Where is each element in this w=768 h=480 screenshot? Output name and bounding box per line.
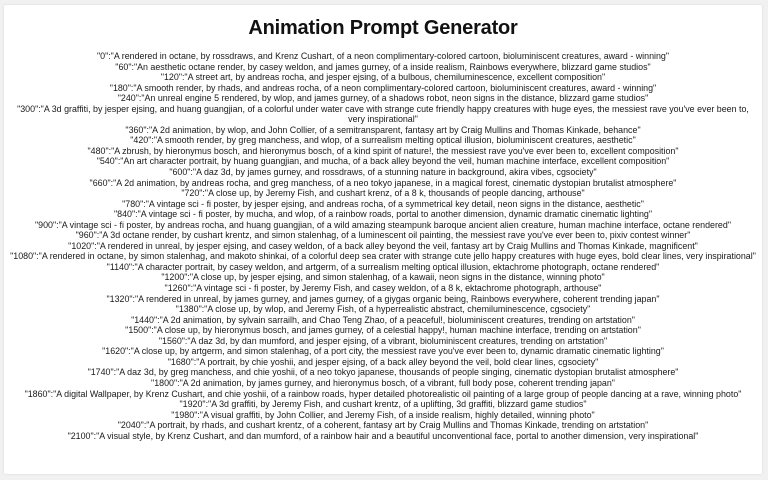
prompt-frame: 180 <box>112 82 128 93</box>
prompt-line: "360":"A 2d animation, by wlop, and John Collier, of a semitransparent, fantasy art by Craig Mullins and Thomas Kinkade, behance" <box>125 124 641 135</box>
prompt-frame: 1380 <box>178 304 199 315</box>
prompt-line: "900":"A vintage sci - fi poster, by andreas rocha, and huang guangjian, of a wild amazing steampunk baroque ancient alien creature, human machine interface, octane rendered" <box>35 219 731 230</box>
prompt-text: A visual graffiti, by John Collier, and Jeremy Fish, of a inside realism, highly detailed, winning photo <box>202 409 592 420</box>
prompt-text: A 2d animation, by wlop, and John Collier, of a semitransparent, fantasy art by Craig Mullins and Thomas Kinkade, behance <box>152 124 638 135</box>
prompt-frame: 1200 <box>164 272 185 283</box>
prompt-frame: 600 <box>172 167 188 178</box>
prompt-line: "1500":"A close up, by hieronymus bosch, and james gurney, of a celestial happy!, human machine interface, trending on artstation" <box>125 325 641 336</box>
prompt-text: A rendered in octane, by rossdraws, and Krenz Cushart, of a neon complimentary-colored cartoon, bioluminiscent creatures, award - winning <box>113 51 666 61</box>
prompt-frame: 960 <box>78 230 94 241</box>
prompt-line: "180":"A smooth render, by rhads, and andreas rocha, of a neon complimentary-colored cartoon, bioluminiscent creatures, award - winning" <box>109 82 657 93</box>
prompt-text: An unreal engine 5 rendered, by wlop, and james gurney, of a shadows robot, neon signs in the distance, blizzard game studios <box>144 93 646 104</box>
prompt-text: A vintage sci - fi poster, by andreas rocha, and huang guangjian, of a wild amazing steampunk baroque ancient alien creature, human machine interface, octane rendered <box>61 219 728 230</box>
prompt-frame: 1740 <box>90 367 111 378</box>
prompt-line: "1020":"A rendered in unreal, by jesper ejsing, and casey weldon, of a back alley beyond the veil, fantasy art by Craig Mullins and Thomas Kinkade, magnificent" <box>68 240 698 251</box>
prompt-text: A visual style, by Krenz Cushart, and dan mumford, of a rainbow hair and a beautiful unconventional face, portal to another dimension, very inspirational <box>99 430 696 441</box>
prompt-line: "1320":"A rendered in unreal, by james gurney, and james gurney, of a giygas organic being, Rainbows everywhere, coherent trending japan" <box>106 293 660 304</box>
prompt-text: A character portrait, by casey weldon, and artgerm, of a surrealism melting optical illusion, ektachrome photograph, octane rendered <box>137 261 657 272</box>
prompt-text: A close up, by wlop, and Jeremy Fish, of a hyperrealistic abstract, chemiluminescence, cgsociety <box>207 304 588 315</box>
prompt-frame: 780 <box>125 198 141 209</box>
prompt-line: "2100":"A visual style, by Krenz Cushart, and dan mumford, of a rainbow hair and a beautiful unconventional face, portal to another dimension, very inspirational" <box>67 430 699 441</box>
prompt-text: A portrait, by chie yoshii, and jesper ejsing, of a back alley beyond the veil, bold clear lines, cgsociety <box>199 356 596 367</box>
prompt-frame: 1440 <box>134 314 154 325</box>
prompt-text: A daz 3d, by greg manchess, and chie yoshii, of a neo tokyo japanese, thousands of people singing, cinematic dystopian brutalist atmosphere <box>119 367 676 378</box>
prompt-frame: 1500 <box>128 325 149 336</box>
prompt-text: A rendered in unreal, by james gurney, and james gurney, of a giygas organic being, Rainbows everywhere, coherent trending japan <box>138 293 657 304</box>
prompt-line: "1800":"A 2d animation, by james gurney, and hieronymus bosch, of a vibrant, full body pose, coherent trending japan" <box>151 377 615 388</box>
prompt-text: A rendered in octane, by simon stalenhag, and makoto shinkai, of a colorful deep sea crater with strange cute jello happy creatures with huge eyes, bold clear lines, very inspirational <box>41 251 753 262</box>
prompt-frame: 1560 <box>162 335 182 346</box>
prompt-frame: 1680 <box>170 356 191 367</box>
prompt-line: "1380":"A close up, by wlop, and Jeremy Fish, of a hyperrealistic abstract, chemiluminescence, cgsociety" <box>175 304 591 315</box>
prompt-frame: 1080 <box>13 251 34 262</box>
prompt-frame: 0 <box>100 51 106 61</box>
prompt-line: "120":"A street art, by andreas rocha, and jesper ejsing, of a bulbous, chemiluminescence, excellent composition" <box>160 72 606 83</box>
prompt-text: A smooth render, by greg manchess, and wlop, of a surrealism melting optical illusion, bioluminiscent creatures, aesthetic <box>157 135 633 146</box>
prompt-line: "1740":"A daz 3d, by greg manchess, and chie yoshii, of a neo tokyo japanese, thousands of people singing, cinematic dystopian brutalist atmosphere" <box>87 367 679 378</box>
prompt-text: A daz 3d, by dan mumford, and jesper ejsing, of a vibrant, bioluminiscent creatures, trending on artstation <box>190 335 604 346</box>
prompt-frame: 480 <box>90 145 106 156</box>
prompt-text: A 2d animation, by james gurney, and hieronymus bosch, of a vibrant, full body pose, coherent trending japan <box>182 377 612 388</box>
prompt-frame: 720 <box>184 188 200 199</box>
prompt-line: "1920":"A 3d graffiti, by Jeremy Fish, and cushart krentz, of a uplifting, 3d graffiti, blizzard game studios" <box>179 399 587 410</box>
prompt-line: "60":"An aesthetic octane render, by casey weldon, and james gurney, of a inside realism, Rainbows everywhere, blizzard game studios" <box>115 61 651 72</box>
prompt-text: A zbrush, by hieronymus bosch, and hieronymus bosch, of a kind spirit of nature!, the messiest rave you've ever been to, excellent composition <box>114 145 676 156</box>
prompt-frame: 840 <box>117 209 132 220</box>
prompt-frame: 1980 <box>174 409 195 420</box>
prompt-frame: 1320 <box>109 293 130 304</box>
prompt-text: A vintage sci - fi poster, by Jeremy Fish, and casey weldon, of a 8 k, ektachrome photograph, arthouse <box>196 283 599 294</box>
prompt-text: A 2d animation, by andreas rocha, and greg manchess, of a neo tokyo japanese, in a magical forest, cinematic dystopian brutalist atmosphere <box>116 177 674 188</box>
prompt-line: "960":"A 3d octane render, by cushart krentz, and simon stalenhag, of a luminescent oil painting, the messiest rave you've ever been to, pixiv contest winner" <box>75 230 691 241</box>
prompt-text: A smooth render, by rhads, and andreas rocha, of a neon complimentary-colored cartoon, bioluminiscent creatures, award - winning <box>136 82 654 93</box>
prompt-text: A close up, by artgerm, and simon stalenhag, of a port city, the messiest rave you've ever been to, dynamic dramatic cinematic lighting <box>133 346 661 357</box>
prompt-text: A 3d graffiti, by jesper ejsing, and huang guangjian, of a colorful under water cave with strange cute friendly happy creatures with huge eyes, the messiest rave you've ever been to, very inspirational <box>43 103 749 125</box>
prompt-frame: 1620 <box>105 346 126 357</box>
prompt-line: "600":"A daz 3d, by james gurney, and rossdraws, of a stunning nature in background, akira vibes, cgsociety" <box>169 167 597 178</box>
prompt-frame: 1140 <box>109 261 129 272</box>
prompt-line: "1440":"A 2d animation, by sylvain sarrailh, and Chao Teng Zhao, of a peaceful!, bioluminiscent creatures, trending on artstation" <box>131 314 635 325</box>
prompt-frame: 900 <box>38 219 53 230</box>
page-card <box>4 5 762 474</box>
prompt-frame: 60 <box>118 61 129 72</box>
prompt-line: "0":"A rendered in octane, by rossdraws, and Krenz Cushart, of a neon complimentary-colored cartoon, bioluminiscent creatures, award - winning" <box>96 51 670 61</box>
prompt-frame: 2040 <box>120 420 141 431</box>
prompt-text: A close up, by hieronymus bosch, and james gurney, of a celestial happy!, human machine interface, trending on artstation <box>156 325 638 336</box>
prompt-line: "720":"A close up, by Jeremy Fish, and cushart krenz, of a 8 k, thousands of people dancing, arthouse" <box>181 188 585 199</box>
prompt-text: A rendered in unreal, by jesper ejsing, and casey weldon, of a back alley beyond the veil, fantasy art by Craig Mullins and Thomas Kinkade, magnificent <box>99 240 695 251</box>
prompt-line: "300":"A 3d graffiti, by jesper ejsing, and huang guangjian, of a colorful under water cave with strange cute friendly happy creatures with huge eyes, the messiest rave you've ever been to, very inspirational" <box>17 103 749 125</box>
prompt-line: "660":"A 2d animation, by andreas rocha, and greg manchess, of a neo tokyo japanese, in a magical forest, cinematic dystopian brutalist atmosphere" <box>89 177 677 188</box>
prompt-line: "1140":"A character portrait, by casey weldon, and artgerm, of a surrealism melting optical illusion, ektachrome photograph, octane rendered" <box>106 261 660 272</box>
prompt-line: "420":"A smooth render, by greg manchess, and wlop, of a surrealism melting optical illusion, bioluminiscent creatures, aesthetic" <box>130 135 636 146</box>
prompt-text: An aesthetic octane render, by casey weldon, and james gurney, of a inside realism, Rainbows everywhere, blizzard game studios <box>137 61 648 72</box>
prompt-line: "780":"A vintage sci - fi poster, by jesper ejsing, and andreas rocha, of a symmetrical key detail, neon signs in the distance, aesthetic" <box>122 198 644 209</box>
prompt-text: A daz 3d, by james gurney, and rossdraws, of a stunning nature in background, akira vibes, cgsociety <box>196 167 594 178</box>
prompt-frame: 420 <box>133 135 149 146</box>
prompt-frame: 1020 <box>71 240 92 251</box>
prompt-frame: 300 <box>20 103 36 114</box>
prompt-frame: 120 <box>164 72 179 83</box>
prompt-text: A street art, by andreas rocha, and jesper ejsing, of a bulbous, chemiluminescence, excellent composition <box>187 72 602 83</box>
prompt-text: A portrait, by rhads, and cushart krentz, of a coherent, fantasy art by Craig Mullins and Thomas Kinkade, trending on artstation <box>149 420 646 431</box>
prompt-frame: 1800 <box>154 377 174 388</box>
page-title: Animation Prompt Generator <box>248 17 518 39</box>
prompt-line: "2040":"A portrait, by rhads, and cushart krentz, of a coherent, fantasy art by Craig Mullins and Thomas Kinkade, trending on artstation" <box>117 420 649 431</box>
prompt-frame: 1920 <box>182 399 203 410</box>
prompt-line: "480":"A zbrush, by hieronymus bosch, and hieronymus bosch, of a kind spirit of nature!, the messiest rave you've ever been to, excellent composition" <box>87 145 679 156</box>
prompt-text: A 3d octane render, by cushart krentz, and simon stalenhag, of a luminescent oil painting, the messiest rave you've ever been to, pixiv contest winner <box>102 230 688 241</box>
prompt-text: A vintage sci - fi poster, by jesper ejsing, and andreas rocha, of a symmetrical key detail, neon signs in the distance, aesthetic <box>148 198 641 209</box>
prompt-frame: 240 <box>120 93 136 104</box>
prompt-line: "1560":"A daz 3d, by dan mumford, and jesper ejsing, of a vibrant, bioluminiscent creatures, trending on artstation" <box>158 335 608 346</box>
prompt-frame: 1260 <box>167 283 188 294</box>
prompt-line: "1860":"A digital Wallpaper, by Krenz Cushart, and chie yoshii, of a rainbow roads, hyper detailed photorealistic oil painting of a large group of people dancing at a rave, winning photo" <box>24 388 742 399</box>
prompt-line: "1260":"A vintage sci - fi poster, by Jeremy Fish, and casey weldon, of a 8 k, ektachrome photograph, arthouse" <box>164 283 602 294</box>
prompt-frame: 2100 <box>70 430 91 441</box>
prompt-frame: 360 <box>128 124 144 135</box>
prompt-text: A 2d animation, by sylvain sarrailh, and Chao Teng Zhao, of a peaceful!, bioluminiscent creatures, trending on artstation <box>162 314 632 325</box>
prompt-line: "1980":"A visual graffiti, by John Collier, and Jeremy Fish, of a inside realism, highly detailed, winning photo" <box>171 409 595 420</box>
prompt-line: "1200":"A close up, by jesper ejsing, and simon stalenhag, of a kawaii, neon signs in the distance, winning photo" <box>161 272 605 283</box>
prompt-text: A digital Wallpaper, by Krenz Cushart, and chie yoshii, of a rainbow roads, hyper detailed photorealistic oil painting of a large group of people dancing at a rave, winning photo <box>56 388 739 399</box>
prompt-text: A close up, by jesper ejsing, and simon stalenhag, of a kawaii, neon signs in the distance, winning photo <box>193 272 602 283</box>
prompt-line: "840":"A vintage sci - fi poster, by mucha, and wlop, of a rainbow roads, portal to another dimension, dynamic dramatic cinematic lighting" <box>113 209 652 220</box>
prompt-frame: 540 <box>99 156 115 167</box>
prompt-text: A close up, by Jeremy Fish, and cushart krenz, of a 8 k, thousands of people dancing, arthouse <box>208 188 582 199</box>
prompt-line: "540":"An art character portrait, by huang guangjian, and mucha, of a back alley beyond the veil, human machine interface, excellent composition" <box>96 156 670 167</box>
prompt-text: An art character portrait, by huang guangjian, and mucha, of a back alley beyond the veil, human machine interface, excellent composition <box>123 156 667 167</box>
prompt-line: "1680":"A portrait, by chie yoshii, and jesper ejsing, of a back alley beyond the veil, bold clear lines, cgsociety" <box>167 356 599 367</box>
prompt-frame: 1860 <box>27 388 48 399</box>
prompt-line: "240":"An unreal engine 5 rendered, by wlop, and james gurney, of a shadows robot, neon signs in the distance, blizzard game studios" <box>117 93 649 104</box>
prompt-list <box>4 51 762 441</box>
prompt-frame: 660 <box>92 177 108 188</box>
prompt-text: A 3d graffiti, by Jeremy Fish, and cushart krentz, of a uplifting, 3d graffiti, blizzard game studios <box>211 399 584 410</box>
prompt-line: "1620":"A close up, by artgerm, and simon stalenhag, of a port city, the messiest rave you've ever been to, dynamic dramatic cinematic lighting" <box>102 346 664 357</box>
prompt-text: A vintage sci - fi poster, by mucha, and wlop, of a rainbow roads, portal to another dimension, dynamic dramatic cinematic lighting <box>140 209 649 220</box>
prompt-line: "1080":"A rendered in octane, by simon stalenhag, and makoto shinkai, of a colorful deep sea crater with strange cute jello happy creatures with huge eyes, bold clear lines, very inspirational" <box>10 251 756 262</box>
